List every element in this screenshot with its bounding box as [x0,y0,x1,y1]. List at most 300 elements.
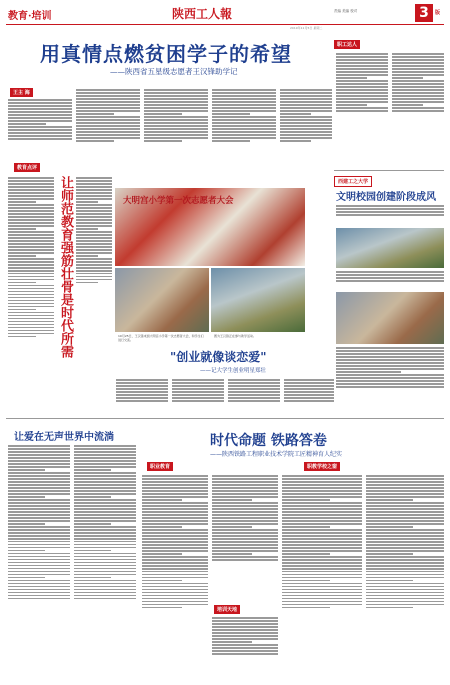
text-line [142,532,208,534]
text-line [282,499,330,501]
text-line [8,568,70,570]
text-line [142,592,208,594]
text-line [142,499,182,501]
text-line [74,526,136,528]
text-line [74,571,136,573]
text-line [74,466,136,468]
text-line [8,333,54,335]
text-line [366,523,444,525]
text-line [392,68,444,70]
text-line [8,589,70,591]
text-line [366,538,444,540]
text-line [366,580,413,582]
event-photo [211,268,305,332]
text-line [8,129,72,131]
text-line [142,553,182,555]
text-line [8,475,70,477]
text-line [282,484,362,486]
text-line [8,192,54,194]
text-line [8,183,54,185]
text-line [280,122,332,124]
text-line [212,98,276,100]
text-line [212,104,276,106]
text-line [144,128,208,130]
editor-line: 责编 美编 校对 [334,9,358,13]
text-line [280,89,332,91]
text-line [336,62,388,64]
text-line [282,574,362,576]
text-line [74,451,136,453]
text-line [8,186,54,188]
text-line [74,520,136,522]
text-line [212,535,278,537]
text-line [366,481,444,483]
text-line [8,484,70,486]
text-line [76,186,112,188]
text-line [8,490,70,492]
text-line [212,635,278,637]
text-line [76,279,112,281]
text-line [212,487,278,489]
text-line [366,511,444,513]
text-line [284,397,334,399]
text-line [282,553,330,555]
text-line [8,291,54,293]
text-line [212,629,278,631]
text-line [8,255,36,257]
text-line [144,95,208,97]
text-line [392,80,444,82]
entrepreneur-col-2 [172,378,224,414]
text-line [144,89,208,91]
text-line [74,472,136,474]
text-line [8,267,54,269]
text-line [144,125,208,127]
text-line [282,556,362,558]
bottom-right-col-1 [142,474,208,676]
text-line [8,237,54,239]
right-mid-tag: 西建工之大学 [334,176,372,187]
text-line [8,445,70,447]
text-line [8,511,70,513]
text-line [336,386,444,388]
text-line [282,502,362,504]
text-line [212,128,276,130]
text-line [282,541,362,543]
text-line [282,538,362,540]
text-line [280,101,332,103]
text-line [336,280,444,282]
text-line [366,496,444,498]
text-line [336,110,388,112]
text-line [8,517,70,519]
text-line [212,110,276,112]
text-line [142,589,208,591]
text-line [212,541,278,543]
text-line [142,547,208,549]
text-line [8,523,45,525]
text-line [76,237,112,239]
text-line [366,574,444,576]
text-line [76,276,112,278]
text-line [392,71,444,73]
text-line [142,526,182,528]
text-line [76,180,112,182]
text-line [336,356,444,358]
text-line [366,499,413,501]
text-line [74,517,136,519]
text-line [212,644,278,646]
text-line [8,207,54,209]
text-line [74,478,136,480]
text-line [76,267,112,269]
text-line [8,294,54,296]
text-line [336,74,388,76]
text-line [142,583,208,585]
text-line [336,368,444,370]
text-line [142,595,208,597]
text-line [8,231,54,233]
text-line [284,382,334,384]
text-line [8,264,54,266]
text-line [366,559,444,561]
text-line [8,132,72,134]
text-line [212,538,278,540]
text-line [74,445,136,447]
text-line [8,198,54,200]
text-line [76,140,114,142]
text-line [74,556,136,558]
text-line [8,243,54,245]
text-line [142,607,182,609]
text-line [142,481,208,483]
bottom-left-col-2 [74,444,136,676]
text-line [74,553,136,555]
text-line [76,113,114,115]
text-line [76,270,112,272]
text-line [144,92,208,94]
text-line [366,520,444,522]
children-photo [115,268,209,332]
text-line [74,583,136,585]
text-line [8,559,70,561]
text-line [228,400,280,402]
text-line [142,586,208,588]
text-line [142,541,208,543]
text-line [142,577,208,579]
lead-column-2 [76,88,140,170]
text-line [8,538,70,540]
text-line [366,595,444,597]
text-line [392,77,423,79]
text-line [76,273,112,275]
text-line [74,514,136,516]
text-line [74,586,136,588]
lead-headline: 用真情点燃贫困学子的希望 [40,42,292,66]
text-line [144,110,208,112]
text-line [8,324,54,326]
text-line [282,583,362,585]
text-line [366,517,444,519]
text-line [8,177,54,179]
text-line [8,195,54,197]
text-line [228,394,280,396]
text-line [212,122,276,124]
text-line [8,123,46,125]
text-line [76,234,112,236]
text-line [282,508,362,510]
text-line [336,277,444,279]
text-line [336,380,444,382]
commentary-vertical-title: 让师范教育强筋壮骨是时代所需 [58,176,73,358]
text-line [336,71,388,73]
text-line [142,538,208,540]
text-line [392,83,444,85]
commentary-tag: 教育点评 [14,163,40,172]
text-line [8,499,70,501]
text-line [282,571,362,573]
text-line [336,89,388,91]
text-line [76,98,140,100]
right-mid-text-3 [336,346,444,412]
text-line [336,86,388,88]
text-line [366,508,444,510]
text-line [116,394,168,396]
text-line [336,95,388,97]
text-line [8,556,70,558]
commentary-body-right [76,176,112,336]
text-line [212,134,276,136]
text-line [336,214,444,216]
text-line [8,216,54,218]
text-line [282,577,362,579]
text-line [212,650,278,652]
text-line [212,505,278,507]
text-line [172,379,224,381]
text-line [74,493,136,495]
text-line [280,92,332,94]
text-line [8,454,70,456]
text-line [144,116,208,118]
entrepreneur-col-1 [116,378,168,414]
text-line [8,550,45,552]
page-suffix: 版 [435,10,441,16]
text-line [172,391,224,393]
text-line [74,598,136,600]
text-line [142,508,208,510]
text-line [142,565,208,567]
text-line [366,541,444,543]
text-line [142,490,208,492]
text-line [8,565,70,567]
text-line [8,460,70,462]
text-line [280,98,332,100]
text-line [8,481,70,483]
text-line [282,550,362,552]
text-line [144,113,182,115]
header-rule [6,24,444,25]
text-line [8,201,36,203]
text-line [76,228,98,230]
page-number: 3 [419,5,429,21]
text-line [172,397,224,399]
text-line [212,92,276,94]
text-line [282,595,362,597]
text-line [282,475,362,477]
text-line [76,183,112,185]
text-line [74,580,136,582]
text-line [142,574,208,576]
text-line [8,577,45,579]
text-line [8,318,54,320]
text-line [366,514,444,516]
text-line [366,490,444,492]
text-line [8,309,36,311]
text-line [74,490,136,492]
text-line [392,107,444,109]
text-line [366,544,444,546]
text-line [212,626,278,628]
text-line [76,201,98,203]
section-label: 教育·培训 [8,11,52,22]
text-line [336,77,367,79]
text-line [142,562,208,564]
text-line [282,547,362,549]
photo-caption-1: 10月25日，王汉锋来到大明宫小学第一次志愿者大会，和学生们进行交流。 [118,334,204,343]
text-line [212,638,278,640]
text-line [212,496,278,498]
text-line [144,140,182,142]
text-line [284,400,334,402]
text-line [336,274,444,276]
text-line [366,565,444,567]
text-line [116,391,168,393]
text-line [8,592,70,594]
text-line [392,89,444,91]
text-line [172,382,224,384]
bottom-right-col-3 [282,474,362,676]
commentary-body-left [8,176,54,414]
text-line [116,385,168,387]
text-line [76,195,112,197]
text-line [366,589,444,591]
text-line [8,544,70,546]
text-line [284,394,334,396]
text-line [142,571,208,573]
text-line [8,99,72,101]
text-line [392,95,444,97]
text-line [116,379,168,381]
text-line [8,228,36,230]
lead-subhead: ——陕西省五星级志愿者王汉锋助学记 [110,67,238,76]
text-line [282,496,362,498]
text-line [8,273,54,275]
text-line [142,535,208,537]
masthead-logo: 陕西工人報 [172,7,233,21]
text-line [336,374,444,376]
text-line [8,571,70,573]
text-line [74,568,136,570]
text-line [8,532,70,534]
text-line [142,559,208,561]
text-line [8,114,72,116]
text-line [280,95,332,97]
text-line [8,562,70,564]
text-line [212,623,278,625]
text-line [282,604,362,606]
text-line [142,529,208,531]
text-line [8,303,54,305]
text-line [142,478,208,480]
text-line [212,617,278,619]
text-line [8,117,72,119]
bottom-right-col-4 [366,474,444,676]
text-line [76,128,140,130]
text-line [142,544,208,546]
text-line [76,104,140,106]
text-line [212,131,276,133]
text-line [284,391,334,393]
text-line [8,493,70,495]
text-line [336,56,388,58]
text-line [336,353,444,355]
text-line [8,487,70,489]
text-line [76,213,112,215]
text-line [212,490,278,492]
text-line [8,252,54,254]
text-line [336,98,388,100]
text-line [172,385,224,387]
text-line [8,574,70,576]
text-line [336,101,388,103]
text-line [142,604,208,606]
text-line [212,502,278,504]
text-line [8,505,70,507]
text-line [392,86,444,88]
bottom-right-subhead: ——陕西铁路工程职业技术学院工匠精神育人纪实 [210,451,343,458]
text-line [74,469,111,471]
text-line [76,246,112,248]
text-line [144,122,208,124]
text-line [392,74,444,76]
text-line [212,116,276,118]
text-line [76,249,112,251]
text-line [8,469,45,471]
text-line [8,279,54,281]
text-line [212,620,278,622]
text-line [282,592,362,594]
text-line [74,547,136,549]
text-line [280,125,332,127]
lead-column-4 [212,88,276,170]
text-line [76,258,112,260]
text-line [142,505,208,507]
text-line [76,192,112,194]
text-line [212,484,278,486]
text-line [392,104,423,106]
text-line [212,520,278,522]
text-line [282,529,362,531]
text-line [336,80,388,82]
right-mid-text-2 [336,270,444,288]
text-line [8,457,70,459]
text-line [212,523,278,525]
text-line [212,481,278,483]
text-line [76,134,140,136]
text-line [336,350,444,352]
text-line [76,219,112,221]
text-line [212,89,276,91]
